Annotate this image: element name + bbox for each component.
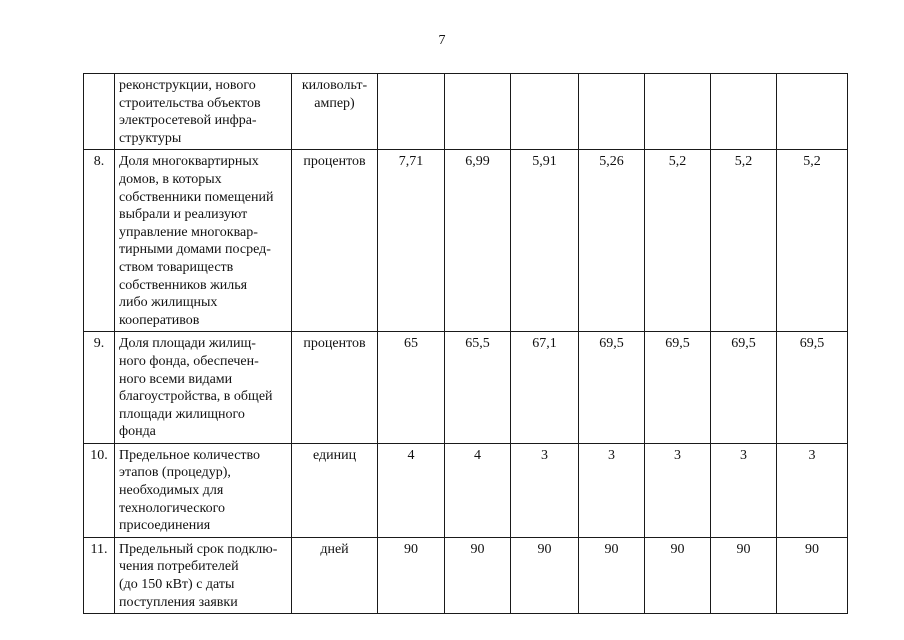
value-cell: 5,2 [645, 150, 711, 332]
indicator-name-line: электросетевой инфра- [119, 113, 257, 129]
value-cell: 5,26 [579, 150, 645, 332]
indicator-name-line: строительства объектов [119, 95, 261, 111]
indicator-name-line: технологического [119, 500, 225, 516]
unit-cell [292, 443, 378, 537]
value-cell: 90 [445, 537, 511, 613]
unit-line: процентов [303, 336, 366, 352]
unit-line: процентов [303, 154, 366, 170]
indicator-name-line: площади жилищного [119, 406, 245, 422]
unit-cell [292, 150, 378, 332]
indicators-table [83, 73, 848, 614]
indicator-name-line: кооперативов [119, 312, 200, 328]
indicator-name-line: ного фонда, обеспечен- [119, 353, 259, 369]
row-number-cell: 11. [84, 537, 115, 613]
value-cell: 90 [579, 537, 645, 613]
unit-line: дней [320, 541, 349, 557]
row-number-cell: 8. [84, 150, 115, 332]
indicator-name-line: поступления заявки [119, 594, 238, 610]
table-row [84, 443, 848, 537]
value-cell [445, 74, 511, 150]
value-cell: 65,5 [445, 332, 511, 444]
unit-cell [292, 537, 378, 613]
value-cell [579, 74, 645, 150]
indicator-name-line: тирными домами посред- [119, 242, 271, 258]
indicator-name-line: присоединения [119, 518, 211, 534]
value-cell: 65 [378, 332, 445, 444]
unit-line: киловольт- [301, 78, 368, 93]
table-row [84, 150, 848, 332]
unit-cell [292, 332, 378, 444]
value-cell: 3 [645, 443, 711, 537]
indicator-name-line: ством товариществ [119, 259, 234, 275]
indicator-name-line: выбрали и реализуют [119, 207, 248, 223]
value-cell: 5,2 [777, 150, 848, 332]
row-number-cell: 10. [84, 443, 115, 537]
indicator-name-line: фонда [119, 424, 156, 440]
unit-line: единиц [312, 447, 357, 463]
indicator-name-line: управление многоквар- [119, 224, 258, 240]
indicator-name-cell [115, 443, 292, 537]
value-cell [711, 74, 777, 150]
value-cell: 5,2 [711, 150, 777, 332]
value-cell: 3 [579, 443, 645, 537]
indicator-name-line: Доля площади жилищ- [119, 336, 256, 352]
indicator-name-line: Предельное количество [119, 447, 261, 463]
value-cell: 3 [711, 443, 777, 537]
row-number-cell: 9. [84, 332, 115, 444]
indicator-name-line: домов, в которых [119, 171, 222, 187]
indicator-name-line: либо жилищных [119, 295, 218, 311]
table-body [84, 74, 848, 614]
value-cell [511, 74, 579, 150]
value-cell: 67,1 [511, 332, 579, 444]
value-cell [378, 74, 445, 150]
value-cell: 69,5 [711, 332, 777, 444]
indicator-name-line: этапов (процедур), [119, 465, 231, 481]
table-row [84, 74, 848, 150]
value-cell: 4 [445, 443, 511, 537]
unit-line: ампер) [314, 95, 355, 111]
value-cell: 90 [645, 537, 711, 613]
indicator-name-line: структуры [119, 130, 182, 146]
indicator-name-cell [115, 74, 292, 150]
value-cell: 5,91 [511, 150, 579, 332]
indicator-name-line: чения потребителей [119, 559, 239, 575]
indicator-name-cell [115, 537, 292, 613]
indicator-name-line: необходимых для [119, 483, 224, 499]
value-cell: 90 [777, 537, 848, 613]
row-number-cell [84, 74, 115, 150]
value-cell: 90 [378, 537, 445, 613]
unit-cell [292, 74, 378, 150]
indicator-name-line: реконструкции, нового [119, 78, 256, 93]
value-cell: 3 [777, 443, 848, 537]
indicator-name-line: ного всеми видами [119, 371, 233, 387]
page-number: 7 [438, 33, 446, 48]
value-cell: 6,99 [445, 150, 511, 332]
indicator-name-cell [115, 150, 292, 332]
indicator-name-line: собственников жилья [119, 277, 248, 293]
table-row [84, 537, 848, 613]
indicator-name-line: Доля многоквартирных [119, 154, 259, 170]
value-cell: 90 [511, 537, 579, 613]
indicator-name-line: Предельный срок подклю- [119, 541, 278, 557]
value-cell: 69,5 [777, 332, 848, 444]
value-cell [645, 74, 711, 150]
value-cell: 90 [711, 537, 777, 613]
value-cell: 7,71 [378, 150, 445, 332]
table-row [84, 332, 848, 444]
indicator-name-cell [115, 332, 292, 444]
value-cell: 69,5 [645, 332, 711, 444]
value-cell: 4 [378, 443, 445, 537]
value-cell: 3 [511, 443, 579, 537]
value-cell [777, 74, 848, 150]
indicator-name-line: (до 150 кВт) с даты [119, 577, 235, 593]
value-cell: 69,5 [579, 332, 645, 444]
indicator-name-line: собственники помещений [119, 189, 274, 205]
indicator-name-line: благоустройства, в общей [119, 389, 273, 405]
